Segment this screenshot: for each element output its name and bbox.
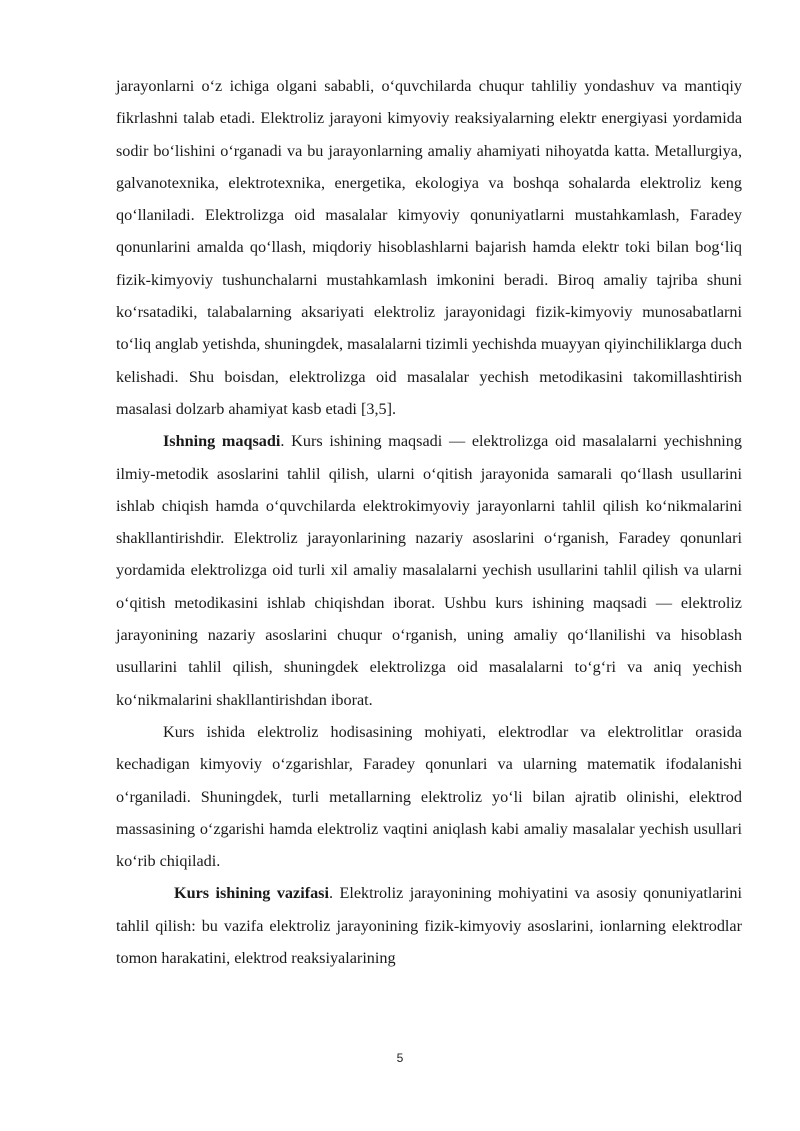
paragraph-intro-continuation [116, 70, 742, 425]
body-text [116, 70, 742, 974]
paragraph-goal [116, 425, 742, 716]
tasks-heading: Kurs ishining vazifasi [174, 884, 329, 903]
paragraph-content [116, 716, 742, 877]
paragraph-text: Kurs ishida elektroliz hodisasining mohiyati, elektrodlar va elektrolitlar orasida kechadigan kimyoviy o‘zgarishlar, Faradey qonunlari va ularning matematik ifodalanishi o‘rganiladi. Shuningdek, turli metallarning elektroliz yo‘li bilan ajratib olinishi, elektrod massasining o‘zgarishi hamda elektroliz vaqtini aniqlash kabi amaliy masalalar yechish usullari ko‘rib chiqiladi. [116, 722, 742, 871]
paragraph-tasks [116, 877, 742, 974]
goal-heading: Ishning maqsadi [163, 432, 281, 451]
paragraph-text: jarayonlarni o‘z ichiga olgani sababli, o‘quvchilarda chuqur tahliliy yondashuv va mantiqiy fikrlashni talab etadi. Elektroliz jarayoni kimyoviy reaksiyalarning elektr energiyasi yordamida sodir bo‘lishini o‘rganadi va bu jarayonlarning amaliy ahamiyati nihoyatda katta. Metallurgiya, galvanotexnika, elektrotexnika, energetika, ekologiya va boshqa sohalarda elektroliz keng qo‘llaniladi. Elektrolizga oid masalalar kimyoviy qonuniyatlarni mustahkamlash, Faradey qonunlarini amalda qo‘llash, miqdoriy hisoblashlarni bajarish hamda elektr toki bilan bog‘liq fizik-kimyoviy tushunchalarni mustahkamlash imkonini beradi. Biroq amaliy tajriba shuni ko‘rsatadiki, talabalarning aksariyati elektroliz jarayonidagi fizik-kimyoviy munosabatlarni to‘liq anglab yetishda, shuningdek, masalalarni tizimli yechishda muayyan qiyinchiliklarga duch kelishadi. Shu boisdan, elektrolizga oid masalalar yechish metodikasini takomillashtirish masalasi dolzarb ahamiyat kasb etadi [3,5]. [116, 77, 742, 418]
paragraph-text: . Kurs ishining maqsadi — elektrolizga oid masalalarni yechishning ilmiy-metodik asoslarini tahlil qilish, ularni o‘qitish jarayonida samarali qo‘llash usullarini ishlab chiqish hamda o‘quvchilarda elektrokimyoviy jarayonlarni tahlil qilish ko‘nikmalarini shakllantirishdir. Elektroliz jarayonlarining nazariy asoslarini o‘rganish, Faradey qonunlari yordamida elektrolizga oid turli xil amaliy masalalarni yechish usullarini tahlil qilish va ularni o‘qitish metodikasini ishlab chiqishdan iborat. Ushbu kurs ishining maqsadi — elektroliz jarayonining nazariy asoslarini chuqur o‘rganish, uning amaliy qo‘llanilishi va hisoblash usullarini tahlil qilish, shuningdek elektrolizga oid masalalarni to‘g‘ri va aniq yechish ko‘nikmalarini shakllantirishdan iborat. [116, 432, 742, 709]
page-number: 5 [396, 1051, 404, 1065]
paragraph-text: . Elektroliz jarayonining mohiyatini va asosiy qonuniyatlarini tahlil qilish: bu vazifa elektroliz jarayonining fizik-kimyoviy asoslarini, ionlarning elektrodlar tomon harakatini, elektrod reaksiyalarining [116, 884, 743, 968]
